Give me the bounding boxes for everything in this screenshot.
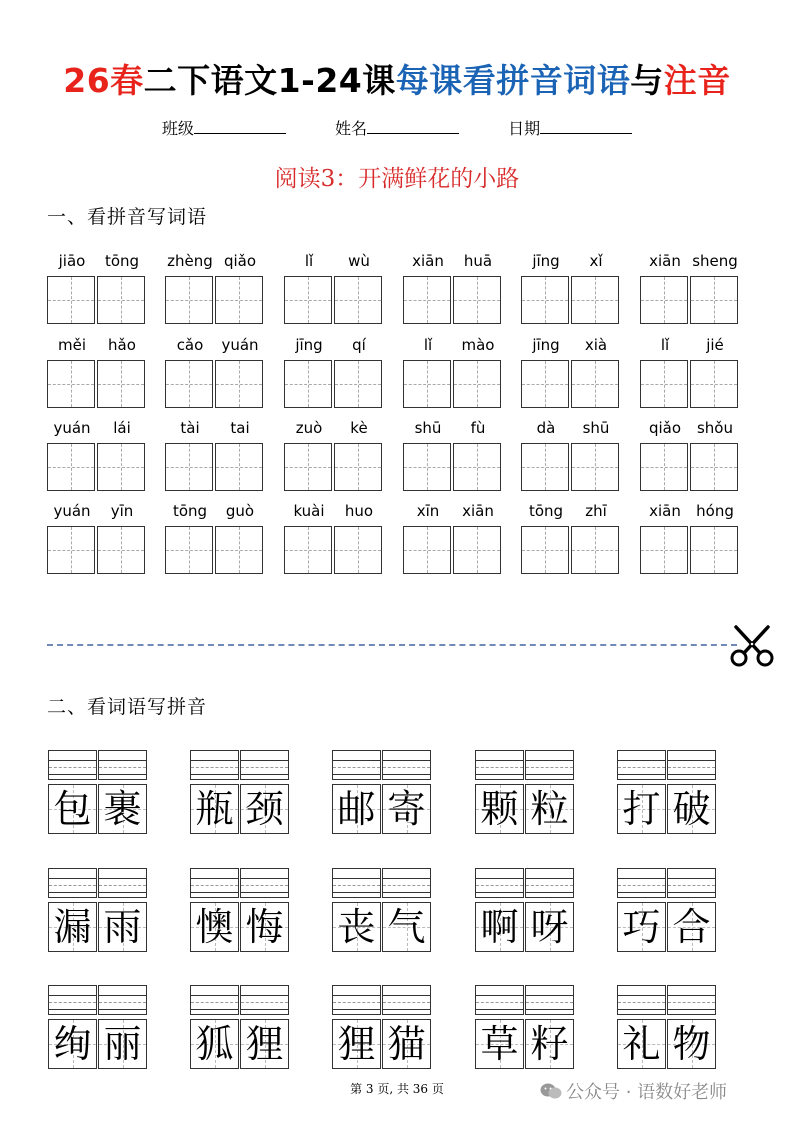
- character-text: 啊: [480, 905, 519, 949]
- pinyin-syllable: qí: [352, 336, 366, 354]
- pinyin-writing-lines[interactable]: [525, 985, 574, 1015]
- pinyin-item: [403, 419, 503, 501]
- word-item: [617, 985, 717, 1077]
- character-box[interactable]: [165, 443, 213, 491]
- pinyin-writing-lines[interactable]: [617, 985, 666, 1015]
- pinyin-syllable: xiān: [649, 502, 681, 520]
- worksheet-title: [0, 55, 794, 102]
- pinyin-writing-lines[interactable]: [667, 868, 716, 898]
- pinyin-text: [165, 336, 265, 356]
- word-character: [617, 784, 666, 834]
- word-character: [667, 1019, 716, 1069]
- name-label: 姓名: [334, 119, 367, 138]
- name-blank[interactable]: [367, 119, 459, 134]
- pinyin-syllable: shū: [414, 419, 442, 437]
- pinyin-writing-lines[interactable]: [475, 750, 524, 780]
- word-character: [240, 784, 289, 834]
- character-box[interactable]: [571, 443, 619, 491]
- character-box[interactable]: [47, 360, 95, 408]
- pinyin-writing-lines[interactable]: [98, 750, 147, 780]
- character-box[interactable]: [215, 443, 263, 491]
- character-box[interactable]: [640, 526, 688, 574]
- character-text: 懊: [195, 905, 234, 949]
- word-character: [332, 902, 381, 952]
- character-text: 裹: [103, 787, 142, 831]
- pinyin-writing-lines[interactable]: [332, 750, 381, 780]
- class-blank[interactable]: [194, 119, 286, 134]
- pinyin-syllable: yuán: [53, 419, 91, 437]
- pinyin-writing-lines[interactable]: [190, 985, 239, 1015]
- word-item: [475, 750, 575, 842]
- date-blank[interactable]: [540, 119, 632, 134]
- word-character: [98, 784, 147, 834]
- pinyin-syllable: guò: [225, 502, 255, 520]
- pinyin-syllable: shǒu: [696, 419, 733, 437]
- pinyin-syllable: tài: [180, 419, 200, 437]
- pinyin-text: [47, 336, 147, 356]
- pinyin-item: [284, 336, 384, 418]
- pinyin-text: [165, 252, 265, 272]
- character-text: 礼: [622, 1022, 661, 1066]
- word-item: [48, 750, 148, 842]
- word-character: [48, 784, 97, 834]
- pinyin-syllable: qiǎo: [223, 252, 257, 270]
- title-part: 与: [630, 61, 664, 100]
- title-part: 注音: [663, 61, 731, 100]
- pinyin-text: [165, 419, 265, 439]
- character-box[interactable]: [97, 443, 145, 491]
- character-text: 狸: [245, 1022, 284, 1066]
- character-box[interactable]: [640, 443, 688, 491]
- cut-line: [47, 644, 737, 646]
- word-character: [240, 1019, 289, 1069]
- pinyin-item: [403, 252, 503, 334]
- word-character: [617, 902, 666, 952]
- pinyin-syllable: tai: [230, 419, 250, 437]
- pinyin-text: [640, 252, 740, 272]
- character-text: 绚: [53, 1022, 92, 1066]
- pinyin-text: [284, 419, 384, 439]
- pinyin-item: [640, 336, 740, 418]
- character-box[interactable]: [284, 443, 332, 491]
- character-text: 粒: [530, 787, 569, 831]
- word-character: [382, 1019, 431, 1069]
- pinyin-text: [47, 502, 147, 522]
- pinyin-writing-lines[interactable]: [382, 985, 431, 1015]
- word-item: [475, 868, 575, 960]
- title-part: 26春: [63, 61, 144, 100]
- pinyin-text: [521, 336, 621, 356]
- pinyin-syllable: jīng: [532, 336, 560, 354]
- watermark: [540, 1078, 727, 1105]
- pinyin-writing-lines[interactable]: [525, 750, 574, 780]
- character-box[interactable]: [334, 276, 382, 324]
- character-box[interactable]: [690, 360, 738, 408]
- word-item: [617, 750, 717, 842]
- pinyin-writing-lines[interactable]: [240, 750, 289, 780]
- character-box[interactable]: [690, 443, 738, 491]
- pinyin-syllable: cǎo: [176, 336, 204, 354]
- character-text: 颗: [480, 787, 519, 831]
- watermark-text: 公众号 · 语数好老师: [566, 1082, 728, 1103]
- pinyin-item: [640, 419, 740, 501]
- pinyin-item: [521, 502, 621, 584]
- pinyin-writing-lines[interactable]: [382, 868, 431, 898]
- pinyin-item: [284, 419, 384, 501]
- pinyin-syllable: jīng: [532, 252, 560, 270]
- pinyin-text: [284, 336, 384, 356]
- date-label: 日期: [508, 119, 541, 138]
- character-box[interactable]: [97, 276, 145, 324]
- word-character: [382, 784, 431, 834]
- pinyin-syllable: tōng: [528, 502, 564, 520]
- character-box[interactable]: [571, 360, 619, 408]
- pinyin-syllable: jīng: [295, 336, 323, 354]
- student-info-row: [0, 116, 794, 139]
- pinyin-writing-lines[interactable]: [98, 868, 147, 898]
- word-character: [382, 902, 431, 952]
- character-box[interactable]: [571, 526, 619, 574]
- word-character: [475, 1019, 524, 1069]
- word-character: [48, 902, 97, 952]
- pinyin-syllable: qiǎo: [648, 419, 682, 437]
- pinyin-text: [47, 419, 147, 439]
- character-text: 漏: [53, 905, 92, 949]
- character-text: 打: [622, 787, 661, 831]
- page-number: 第 3 页, 共 36 页: [350, 1082, 444, 1096]
- character-box[interactable]: [284, 360, 332, 408]
- pinyin-item: [521, 252, 621, 334]
- pinyin-item: [165, 419, 265, 501]
- pinyin-item: [47, 419, 147, 501]
- pinyin-syllable: xīn: [416, 502, 440, 520]
- character-box[interactable]: [690, 526, 738, 574]
- pinyin-syllable: shū: [582, 419, 610, 437]
- word-character: [190, 784, 239, 834]
- word-character: [475, 784, 524, 834]
- pinyin-syllable: fù: [470, 419, 486, 437]
- word-character: [48, 1019, 97, 1069]
- pinyin-item: [403, 502, 503, 584]
- character-text: 猫: [387, 1022, 426, 1066]
- character-text: 丧: [337, 905, 376, 949]
- pinyin-item: [284, 252, 384, 334]
- pinyin-text: [284, 502, 384, 522]
- pinyin-syllable: xiān: [412, 252, 444, 270]
- pinyin-text: [521, 252, 621, 272]
- class-label: 班级: [161, 119, 194, 138]
- pinyin-text: [165, 502, 265, 522]
- pinyin-writing-lines[interactable]: [240, 868, 289, 898]
- character-box[interactable]: [215, 526, 263, 574]
- name-field[interactable]: [335, 116, 459, 139]
- pinyin-text: [403, 252, 503, 272]
- pinyin-syllable: kuài: [293, 502, 325, 520]
- pinyin-syllable: zuò: [295, 419, 323, 437]
- character-box[interactable]: [403, 526, 451, 574]
- word-character: [525, 1019, 574, 1069]
- character-text: 草: [480, 1022, 519, 1066]
- pinyin-text: [403, 336, 503, 356]
- pinyin-syllable: yuán: [53, 502, 91, 520]
- word-character: [332, 784, 381, 834]
- pinyin-writing-lines[interactable]: [98, 985, 147, 1015]
- pinyin-text: [403, 419, 503, 439]
- character-box[interactable]: [215, 360, 263, 408]
- word-item: [48, 868, 148, 960]
- pinyin-syllable: zhī: [585, 502, 607, 520]
- character-box[interactable]: [403, 443, 451, 491]
- character-box[interactable]: [334, 443, 382, 491]
- character-box[interactable]: [97, 360, 145, 408]
- pinyin-syllable: xiān: [649, 252, 681, 270]
- pinyin-writing-lines[interactable]: [190, 750, 239, 780]
- word-character: [475, 902, 524, 952]
- pinyin-text: [640, 336, 740, 356]
- word-item: [332, 868, 432, 960]
- pinyin-text: [403, 502, 503, 522]
- pinyin-item: [165, 336, 265, 418]
- pinyin-item: [47, 336, 147, 418]
- character-text: 籽: [530, 1022, 569, 1066]
- character-box[interactable]: [403, 360, 451, 408]
- pinyin-item: [403, 336, 503, 418]
- character-box[interactable]: [453, 360, 501, 408]
- word-character: [190, 902, 239, 952]
- character-box[interactable]: [284, 526, 332, 574]
- character-text: 邮: [337, 787, 376, 831]
- character-box[interactable]: [521, 360, 569, 408]
- title-part: 每课看拼音词语: [395, 61, 631, 100]
- pinyin-syllable: dà: [536, 419, 556, 437]
- word-character: [98, 902, 147, 952]
- word-character: [667, 902, 716, 952]
- character-box[interactable]: [165, 276, 213, 324]
- pinyin-syllable: tōng: [104, 252, 140, 270]
- character-box[interactable]: [215, 276, 263, 324]
- section1-heading: 一、看拼音写词语: [47, 206, 208, 228]
- character-text: 呀: [530, 905, 569, 949]
- section2-heading: 二、看词语写拼音: [47, 696, 208, 718]
- character-box[interactable]: [453, 276, 501, 324]
- pinyin-item: [165, 252, 265, 334]
- word-character: [525, 784, 574, 834]
- pinyin-writing-lines[interactable]: [240, 985, 289, 1015]
- pinyin-writing-lines[interactable]: [382, 750, 431, 780]
- character-text: 气: [387, 905, 426, 949]
- pinyin-syllable: hǎo: [108, 336, 136, 354]
- pinyin-writing-lines[interactable]: [617, 750, 666, 780]
- lesson-title: 阅读3：开满鲜花的小路: [274, 166, 520, 192]
- pinyin-syllable: zhèng: [167, 252, 213, 270]
- pinyin-syllable: mào: [461, 336, 495, 354]
- character-text: 巧: [622, 905, 661, 949]
- character-box[interactable]: [453, 526, 501, 574]
- word-item: [48, 985, 148, 1077]
- pinyin-syllable: lǐ: [304, 252, 314, 270]
- pinyin-syllable: lái: [113, 419, 131, 437]
- pinyin-writing-lines[interactable]: [667, 985, 716, 1015]
- character-text: 狐: [195, 1022, 234, 1066]
- pinyin-item: [521, 419, 621, 501]
- pinyin-text: [640, 502, 740, 522]
- pinyin-writing-lines[interactable]: [525, 868, 574, 898]
- pinyin-writing-lines[interactable]: [48, 868, 97, 898]
- pinyin-item: [521, 336, 621, 418]
- pinyin-syllable: yuán: [221, 336, 259, 354]
- wechat-icon: [540, 1082, 562, 1105]
- character-box[interactable]: [334, 526, 382, 574]
- pinyin-writing-lines[interactable]: [332, 868, 381, 898]
- pinyin-syllable: huā: [463, 252, 493, 270]
- pinyin-writing-lines[interactable]: [667, 750, 716, 780]
- pinyin-item: [47, 252, 147, 334]
- pinyin-syllable: sheng: [692, 252, 738, 270]
- pinyin-item: [47, 502, 147, 584]
- character-box[interactable]: [403, 276, 451, 324]
- character-box[interactable]: [521, 526, 569, 574]
- character-text: 狸: [337, 1022, 376, 1066]
- character-text: 瓶: [195, 787, 234, 831]
- pinyin-syllable: jiāo: [58, 252, 86, 270]
- pinyin-text: [640, 419, 740, 439]
- pinyin-item: [640, 502, 740, 584]
- pinyin-syllable: hóng: [696, 502, 734, 520]
- pinyin-text: [47, 252, 147, 272]
- character-text: 破: [672, 787, 711, 831]
- class-field[interactable]: [162, 116, 286, 139]
- character-box[interactable]: [521, 276, 569, 324]
- pinyin-syllable: wù: [348, 252, 370, 270]
- word-item: [190, 750, 290, 842]
- character-box[interactable]: [571, 276, 619, 324]
- character-text: 丽: [103, 1022, 142, 1066]
- word-character: [98, 1019, 147, 1069]
- character-box[interactable]: [690, 276, 738, 324]
- character-text: 合: [672, 905, 711, 949]
- character-box[interactable]: [165, 360, 213, 408]
- character-text: 包: [53, 787, 92, 831]
- pinyin-writing-lines[interactable]: [332, 985, 381, 1015]
- word-item: [190, 868, 290, 960]
- character-text: 颈: [245, 787, 284, 831]
- character-box[interactable]: [521, 443, 569, 491]
- pinyin-text: [284, 252, 384, 272]
- pinyin-item: [165, 502, 265, 584]
- pinyin-writing-lines[interactable]: [617, 868, 666, 898]
- word-character: [667, 784, 716, 834]
- pinyin-syllable: měi: [57, 336, 86, 354]
- pinyin-syllable: huo: [344, 502, 374, 520]
- pinyin-syllable: lǐ: [660, 336, 670, 354]
- character-box[interactable]: [334, 360, 382, 408]
- pinyin-syllable: xǐ: [589, 252, 603, 270]
- character-text: 物: [672, 1022, 711, 1066]
- word-item: [332, 985, 432, 1077]
- character-text: 寄: [387, 787, 426, 831]
- character-box[interactable]: [47, 526, 95, 574]
- pinyin-syllable: xiān: [462, 502, 494, 520]
- word-item: [617, 868, 717, 960]
- pinyin-text: [521, 502, 621, 522]
- character-box[interactable]: [97, 526, 145, 574]
- title-part: 二下语文1-24课: [143, 61, 396, 100]
- pinyin-writing-lines[interactable]: [190, 868, 239, 898]
- pinyin-syllable: xià: [584, 336, 608, 354]
- character-text: 雨: [103, 905, 142, 949]
- scissors-icon: [728, 624, 776, 674]
- word-item: [190, 985, 290, 1077]
- character-box[interactable]: [47, 276, 95, 324]
- pinyin-item: [284, 502, 384, 584]
- pinyin-writing-lines[interactable]: [475, 868, 524, 898]
- pinyin-writing-lines[interactable]: [48, 985, 97, 1015]
- pinyin-syllable: kè: [350, 419, 368, 437]
- word-item: [475, 985, 575, 1077]
- pinyin-item: [640, 252, 740, 334]
- pinyin-syllable: jié: [706, 336, 724, 354]
- word-item: [332, 750, 432, 842]
- date-field[interactable]: [508, 116, 632, 139]
- character-box[interactable]: [165, 526, 213, 574]
- pinyin-syllable: yīn: [110, 502, 134, 520]
- character-box[interactable]: [640, 360, 688, 408]
- word-character: [525, 902, 574, 952]
- character-box[interactable]: [47, 443, 95, 491]
- character-box[interactable]: [640, 276, 688, 324]
- pinyin-writing-lines[interactable]: [48, 750, 97, 780]
- pinyin-writing-lines[interactable]: [475, 985, 524, 1015]
- character-box[interactable]: [453, 443, 501, 491]
- character-text: 悔: [245, 905, 284, 949]
- character-box[interactable]: [284, 276, 332, 324]
- pinyin-syllable: tōng: [172, 502, 208, 520]
- pinyin-text: [521, 419, 621, 439]
- word-character: [332, 1019, 381, 1069]
- word-character: [240, 902, 289, 952]
- word-character: [190, 1019, 239, 1069]
- word-character: [617, 1019, 666, 1069]
- pinyin-syllable: lǐ: [423, 336, 433, 354]
